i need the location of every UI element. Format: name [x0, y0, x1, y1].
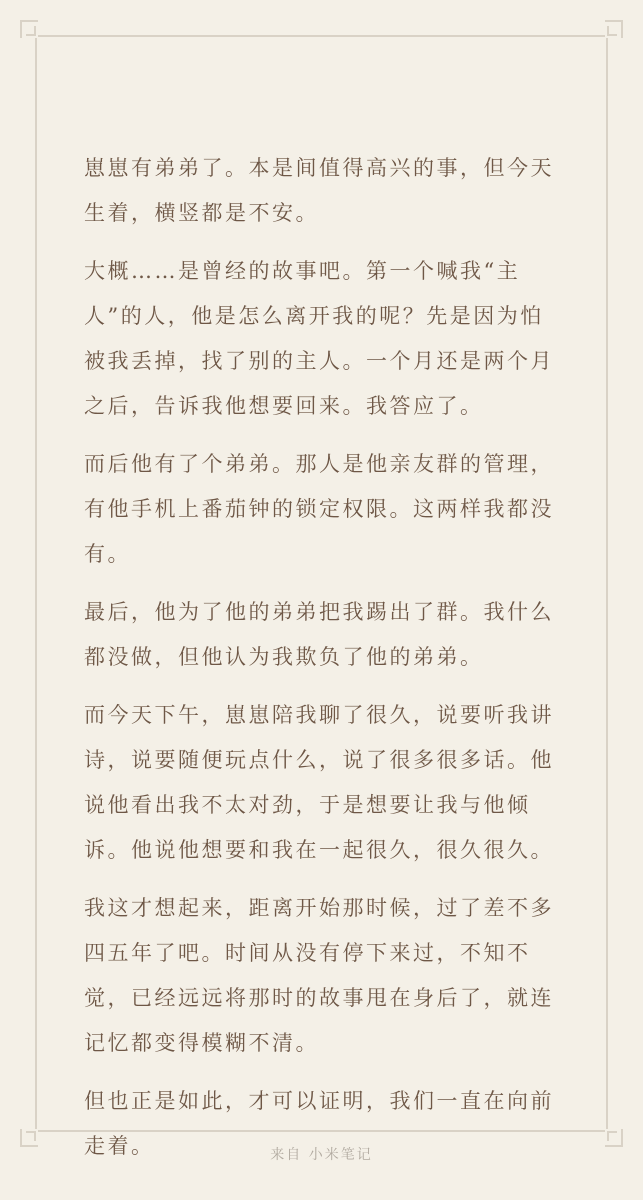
frame-corner-top-left [20, 20, 38, 38]
paragraph-6: 我这才想起来，距离开始那时候，过了差不多四五年了吧。时间从没有停下来过，不知不觉，已经远远将那时的故事甩在身后了，就连记忆都变得模糊不清。 [84, 896, 554, 1055]
paragraph-5: 而今天下午，崽崽陪我聊了很久，说要听我讲诗，说要随便玩点什么，说了很多很多话。他说他看出我不太对劲，于是想要让我与他倾诉。他说他想要和我在一起很久，很久很久。 [84, 703, 554, 862]
note-body [84, 146, 560, 1182]
paragraph-4: 最后，他为了他的弟弟把我踢出了群。我什么都没做，但他认为我欺负了他的弟弟。 [84, 600, 554, 669]
paragraph-3: 而后他有了个弟弟。那人是他亲友群的管理，有他手机上番茄钟的锁定权限。这两样我都没有。 [84, 452, 554, 566]
paragraph-1: 崽崽有弟弟了。本是间值得高兴的事，但今天生着，横竖都是不安。 [84, 156, 554, 225]
paragraph-2: 大概……是曾经的故事吧。第一个喊我“主人”的人，他是怎么离开我的呢？先是因为怕被我丢掉，找了别的主人。一个月还是两个月之后，告诉我他想要回来。我答应了。 [84, 259, 554, 418]
frame-border-left [35, 38, 37, 1129]
frame-corner-top-right [605, 20, 623, 38]
source-footer: 来自 小米笔记 [270, 1147, 373, 1163]
frame-border-right [606, 38, 608, 1129]
paragraph-7: 但也正是如此，才可以证明，我们一直在向前走着。 [84, 1089, 554, 1158]
frame-border-top [38, 35, 605, 37]
